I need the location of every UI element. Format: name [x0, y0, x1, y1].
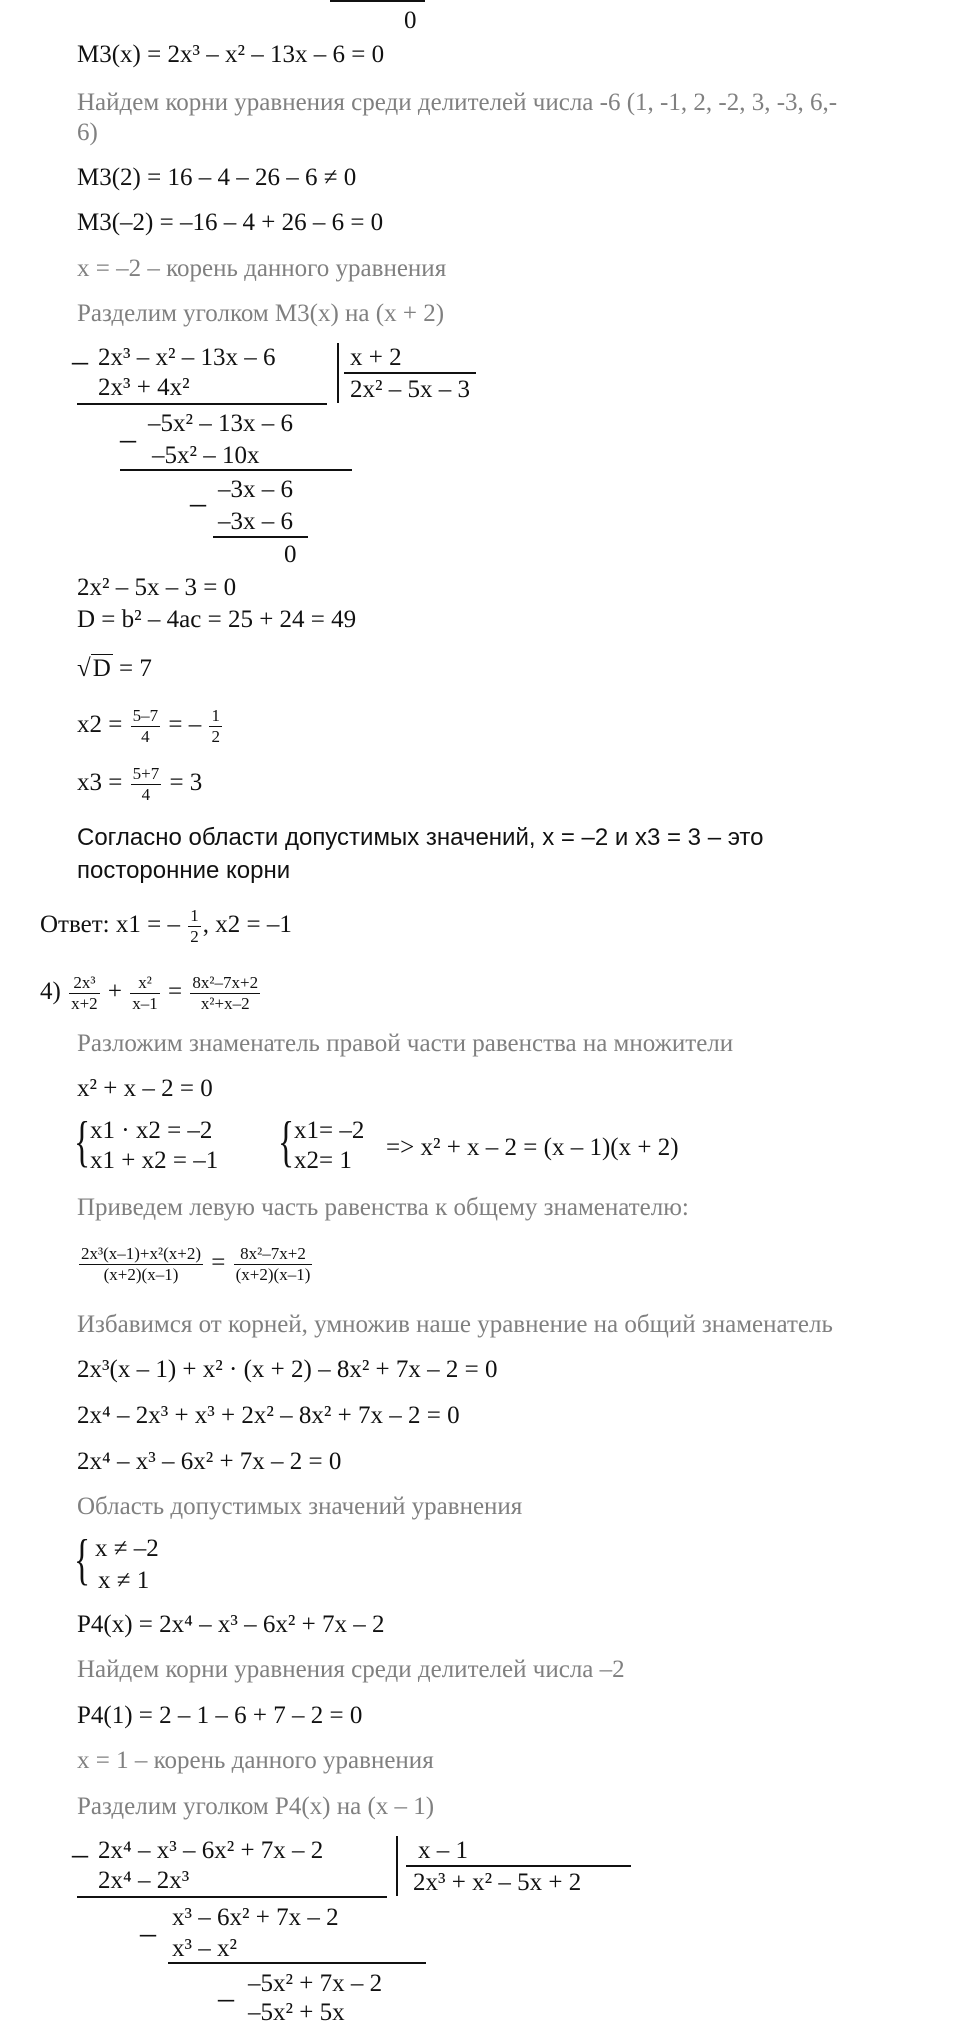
x2-result-numerator: 1: [211, 705, 220, 725]
cf-left-numerator: 2x³(x–1)+x²(x+2): [81, 1243, 202, 1263]
div2-rem2: –5x² + 7x – 2: [248, 1970, 383, 1997]
x2-result-fraction: [209, 706, 222, 747]
task4-quadratic: x² + x – 2 = 0: [77, 1075, 213, 1102]
system2-line1: x1= –2: [294, 1117, 365, 1144]
common-denominator-note: Приведем левую часть равенства к общему знаменателю:: [77, 1194, 689, 1221]
answer-numerator: 1: [190, 905, 199, 925]
answer: [40, 900, 292, 950]
common-denominator-equation: [77, 1238, 314, 1288]
task4-frac1: [69, 973, 100, 1014]
p4-at-1: P4(1) = 2 – 1 – 6 + 7 – 2 = 0: [77, 1702, 363, 1729]
odz-title: Область допустимых значений уравнения: [77, 1493, 523, 1520]
task4-frac3: [190, 973, 260, 1014]
minus-sign: –: [190, 484, 206, 520]
div2-divisor: x – 1: [418, 1837, 468, 1864]
m3-at-minus-2: M3(–2) = –16 – 4 + 26 – 6 = 0: [77, 209, 384, 236]
odz-brace: {: [74, 1529, 91, 1591]
equals-sign: =: [168, 978, 183, 1005]
div1-line2: [120, 469, 352, 471]
minus-sign: –: [72, 342, 88, 378]
answer-tail: , x2 = –1: [202, 911, 292, 938]
sqrt-symbol: √D: [77, 655, 111, 682]
answer-fraction: [188, 906, 201, 947]
odz-condition1: x ≠ –2: [95, 1535, 159, 1562]
div2-sub2: x³ – x²: [172, 1935, 237, 1962]
div2-line1: [77, 1896, 387, 1898]
answer-label: Ответ: x1 = –: [40, 911, 180, 938]
cf-right-numerator: 8x²–7x+2: [234, 1244, 313, 1265]
x3-rhs: = 3: [169, 769, 203, 796]
minus-sign: –: [72, 1835, 88, 1871]
div2-vertical-bar: [396, 1836, 398, 1896]
cf-right: [234, 1244, 313, 1285]
frac2-numerator: x²: [130, 973, 160, 994]
div1-sub2: –5x² – 10x: [152, 442, 260, 469]
system2-line2: x2= 1: [294, 1147, 352, 1174]
frac1-denominator: x+2: [71, 993, 98, 1013]
sqrt-radicand: D: [92, 655, 111, 682]
div2-quotient: 2x³ + x² – 5x + 2: [413, 1869, 582, 1896]
x3-formula: [77, 758, 202, 808]
sqrt-value: = 7: [119, 655, 152, 682]
quadratic-equation: 2x² – 5x – 3 = 0: [77, 574, 237, 601]
div2-rem1: x³ – 6x² + 7x – 2: [172, 1904, 339, 1931]
answer-denominator: 2: [190, 926, 199, 946]
sqrt-discriminant: [77, 654, 152, 684]
x3-numerator: 5+7: [132, 763, 160, 783]
task-number: 4): [40, 978, 61, 1005]
cf-left: [79, 1244, 203, 1285]
div2-sub3: –5x² + 5x: [248, 1999, 345, 2026]
x2-mid: = –: [168, 711, 202, 738]
root-note: x = –2 – корень данного уравнения: [77, 255, 447, 282]
expand-step2: 2x⁴ – 2x³ + x³ + 2x² – 8x² + 7x – 2 = 0: [77, 1402, 460, 1429]
find-roots-note: Найдем корни уравнения среди делителей числа -6 (1, -1, 2, -2, 3, -3, 6,-: [77, 89, 838, 116]
x2-formula: [77, 700, 224, 750]
multiply-note: Избавимся от корней, умножив наше уравнение на общий знаменатель: [77, 1311, 833, 1338]
root-note-2: x = 1 – корень данного уравнения: [77, 1747, 434, 1774]
cf-right-denominator: (x+2)(x–1): [235, 1264, 311, 1284]
div1-sub3: –3x – 6: [218, 508, 293, 535]
odz-conclusion-1: Согласно области допустимых значений, x = –2 и x3 = 3 – это: [77, 824, 764, 851]
task4-frac2: [130, 973, 160, 1014]
div2-dividend: 2x⁴ – x³ – 6x² + 7x – 2: [98, 1837, 324, 1864]
div2-sub1: 2x⁴ – 2x³: [98, 1867, 190, 1894]
odz-conclusion-2: посторонние корни: [77, 857, 291, 884]
minus-sign: –: [140, 1914, 156, 1950]
x2-result-denominator: 2: [211, 726, 220, 746]
equals-sign: =: [211, 1249, 226, 1276]
factorization: => x² + x – 2 = (x – 1)(x + 2): [386, 1134, 679, 1161]
p4-definition: P4(x) = 2x⁴ – x³ – 6x² + 7x – 2: [77, 1611, 385, 1638]
frac2-denominator: x–1: [132, 993, 158, 1013]
expand-step3: 2x⁴ – x³ – 6x² + 7x – 2 = 0: [77, 1448, 342, 1475]
div1-dividend: 2x³ – x² – 13x – 6: [98, 344, 276, 371]
m3-at-2: M3(2) = 16 – 4 – 26 – 6 ≠ 0: [77, 164, 357, 191]
system1-line1: x1 · x2 = –2: [90, 1117, 213, 1144]
div1-divisor: x + 2: [350, 344, 402, 371]
div1-line3: [213, 536, 308, 538]
x2-numerator: 5–7: [132, 705, 159, 725]
div1-divisor-line: [344, 372, 476, 374]
x3-fraction: [131, 764, 162, 805]
find-roots-note-cont: 6): [77, 119, 98, 146]
div2-line2: [168, 1962, 426, 1964]
div1-rem1: –5x² – 13x – 6: [148, 410, 293, 437]
minus-sign: –: [218, 1979, 234, 2015]
frac1-numerator: 2x³: [69, 973, 100, 994]
odz-condition2: x ≠ 1: [98, 1567, 150, 1594]
top-division-line: [330, 0, 425, 2]
divide-note-2: Разделим уголком P4(x) на (x – 1): [77, 1793, 435, 1820]
discriminant: D = b² – 4ac = 25 + 24 = 49: [77, 606, 357, 633]
div1-rem2: –3x – 6: [218, 476, 293, 503]
div1-line1: [77, 403, 327, 405]
system2-brace: {: [278, 1111, 295, 1173]
div1-quotient: 2x² – 5x – 3: [350, 376, 470, 403]
system1-line2: x1 + x2 = –1: [90, 1147, 219, 1174]
div1-rem3: 0: [284, 541, 297, 568]
div1-vertical-bar: [337, 343, 339, 403]
plus-sign: +: [107, 978, 123, 1005]
divide-note: Разделим уголком M3(x) на (x + 2): [77, 300, 445, 327]
top-remainder: 0: [404, 7, 417, 34]
expand-step1: 2x³(x – 1) + x² · (x + 2) – 8x² + 7x – 2 = 0: [77, 1356, 498, 1383]
x3-lhs: x3 =: [77, 769, 123, 796]
frac3-numerator: 8x²–7x+2: [192, 972, 259, 992]
div1-sub1: 2x³ + 4x²: [98, 374, 190, 401]
cf-left-denominator: (x+2)(x–1): [103, 1264, 179, 1284]
div2-divisor-line: [406, 1865, 631, 1867]
factor-note: Разложим знаменатель правой части равенства на множители: [77, 1030, 734, 1057]
system1-brace: {: [74, 1111, 91, 1173]
x3-denominator: 4: [141, 784, 151, 804]
task4-equation: [40, 967, 262, 1017]
m3-definition: M3(x) = 2x³ – x² – 13x – 6 = 0: [77, 41, 385, 68]
find-roots-note-2: Найдем корни уравнения среди делителей числа –2: [77, 1656, 625, 1683]
x2-denominator: 4: [141, 726, 150, 746]
frac3-denominator: x²+x–2: [200, 993, 250, 1013]
x2-fraction: [131, 706, 161, 747]
minus-sign: –: [120, 420, 136, 456]
x2-lhs: x2 =: [77, 711, 123, 738]
